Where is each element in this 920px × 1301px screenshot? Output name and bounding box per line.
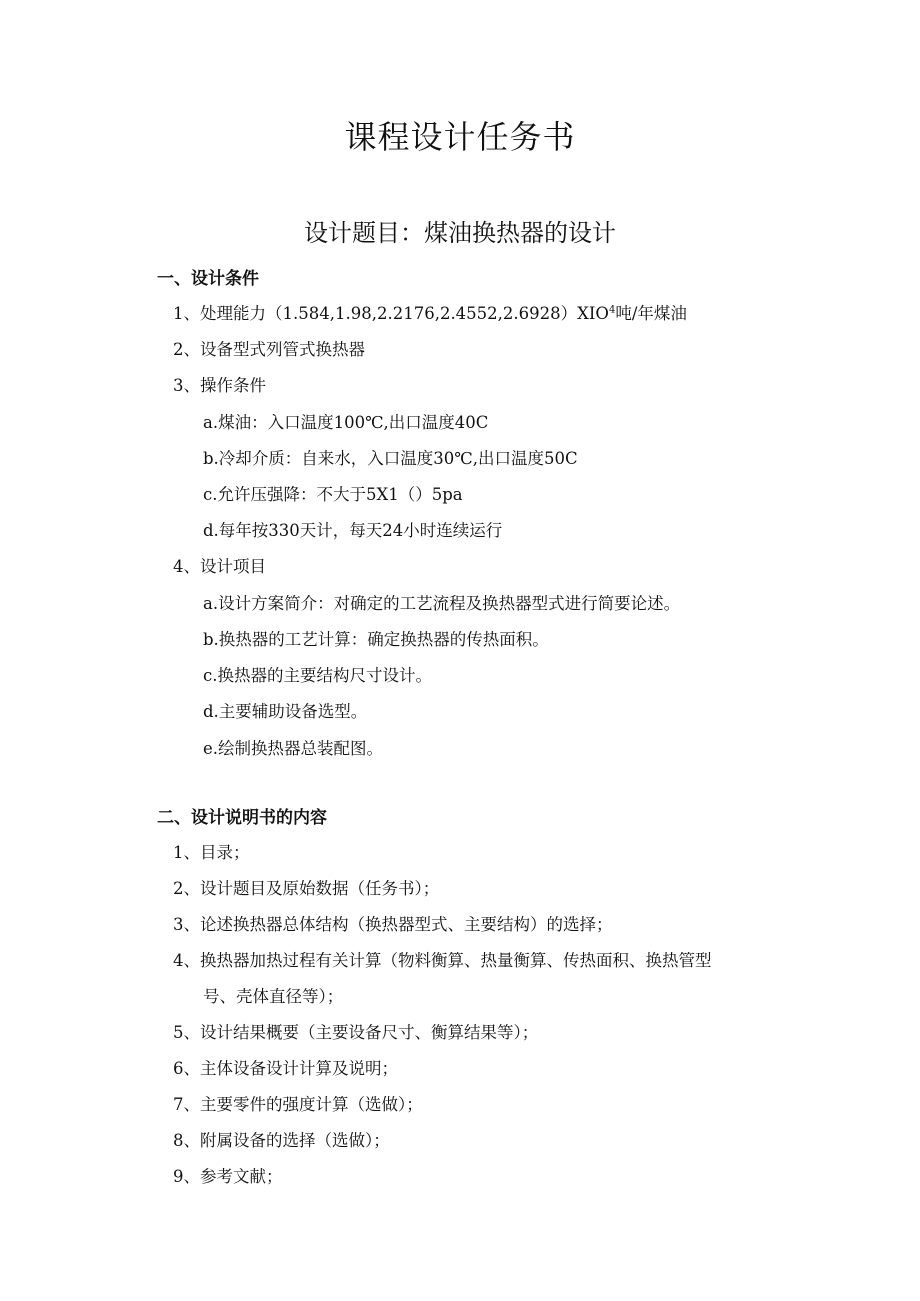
page-title: 课程设计任务书 <box>344 118 576 156</box>
operating-condition-d: d.每年按330天计，每天24小时连续运行 <box>203 521 503 540</box>
content-item-7: 7、主要零件的强度计算（选做）； <box>173 1095 423 1114</box>
content-item-5: 5、设计结果概要（主要设备尺寸、衡算结果等）； <box>173 1023 539 1042</box>
content-item-3: 3、论述换热器总体结构（换热器型式、主要结构）的选择； <box>173 915 613 934</box>
condition-item-2: 2、设备型式列管式换热器 <box>173 340 365 359</box>
content-item-6: 6、主体设备设计计算及说明； <box>173 1059 398 1078</box>
condition-item-3: 3、操作条件 <box>173 376 266 395</box>
design-project-a: a.设计方案简介：对确定的工艺流程及换热器型式进行简要论述。 <box>203 594 681 613</box>
content-item-2: 2、设计题目及原始数据（任务书）； <box>173 879 440 898</box>
operating-condition-c: c.允许压强降：不大于5X1（）5pa <box>203 485 463 504</box>
capacity-text: 1、处理能力（1.584,1.98,2.2176,2.4552,2.6928）XIO <box>173 304 609 323</box>
section-1-heading: 一、设计条件 <box>157 269 259 289</box>
operating-condition-b: b.冷却介质：自来水，入口温度30℃,出口温度50C <box>203 449 578 468</box>
condition-item-1 <box>173 300 687 324</box>
design-project-b: b.换热器的工艺计算：确定换热器的传热面积。 <box>203 630 549 649</box>
exponent: 4 <box>608 304 616 316</box>
design-topic: 设计题目：煤油换热器的设计 <box>304 219 616 247</box>
section-2-heading: 二、设计说明书的内容 <box>157 808 327 828</box>
content-item-1: 1、目录； <box>173 843 250 862</box>
capacity-unit: 吨/年煤油 <box>615 304 687 323</box>
design-project-e: e.绘制换热器总装配图。 <box>203 739 384 758</box>
condition-item-4: 4、设计项目 <box>173 557 266 576</box>
operating-condition-a: a.煤油：入口温度100℃,出口温度40C <box>203 413 489 432</box>
content-item-4: 4、换热器加热过程有关计算（物料衡算、热量衡算、传热面积、换热管型 <box>173 951 712 970</box>
content-item-8: 8、附属设备的选择（选做）； <box>173 1131 390 1150</box>
content-item-9: 9、参考文献； <box>173 1167 283 1186</box>
content-item-4-continued: 号、壳体直径等）； <box>203 987 344 1006</box>
design-project-c: c.换热器的主要结构尺寸设计。 <box>203 666 432 685</box>
design-project-d: d.主要辅助设备选型。 <box>203 702 368 721</box>
